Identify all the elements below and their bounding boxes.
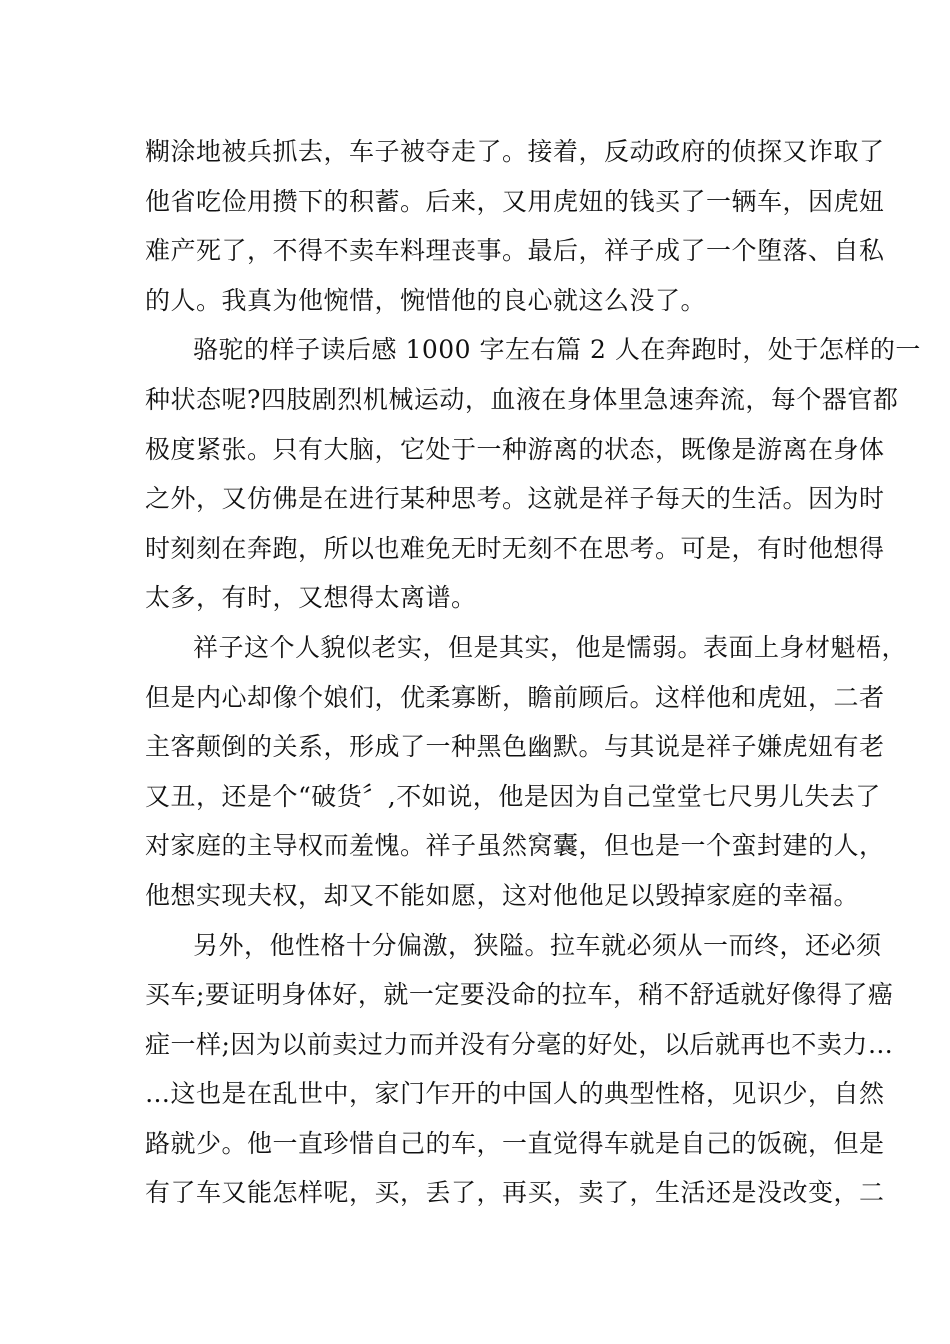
text-line: 另外，他性格十分偏激，狭隘。拉车就必须从一而终，还必须	[193, 930, 882, 960]
text-line: 祥子这个人貌似老实，但是其实，他是懦弱。表面上身材魁梧，	[193, 632, 908, 662]
text-line: 路就少。他一直珍惜自己的车，一直觉得车就是自己的饭碗，但是	[145, 1128, 885, 1158]
text-line: 他省吃俭用攒下的积蓄。后来，又用虎妞的钱买了一辆车，因虎妞	[145, 186, 885, 216]
text-line: 骆驼的样子读后感 1000 字左右篇 2 人在奔跑时，处于怎样的一	[193, 335, 921, 365]
text-line: 太多，有时，又想得太离谱。	[145, 583, 477, 613]
text-line: 症一样;因为以前卖过力而并没有分毫的好处，以后就再也不卖力…	[145, 1029, 894, 1059]
text-line: 的人。我真为他惋惜，惋惜他的良心就这么没了。	[145, 285, 707, 315]
text-line: 主客颠倒的关系，形成了一种黑色幽默。与其说是祥子嫌虎妞有老	[145, 732, 885, 762]
text-line: 种状态呢?四肢剧烈机械运动，血液在身体里急速奔流，每个器官都	[145, 384, 899, 414]
text-line: …这也是在乱世中，家门乍开的中国人的典型性格，见识少，自然	[145, 1079, 885, 1109]
text-line: 有了车又能怎样呢，买，丢了，再买，卖了，生活还是没改变，二	[145, 1178, 885, 1208]
text-line: 极度紧张。只有大脑，它处于一种游离的状态，既像是游离在身体	[145, 434, 885, 464]
text-line: 时刻刻在奔跑，所以也难免无时无刻不在思考。可是，有时他想得	[145, 533, 885, 563]
text-line: 他想实现夫权，却又不能如愿，这对他他足以毁掉家庭的幸福。	[145, 880, 860, 910]
text-line: 对家庭的主导权而羞愧。祥子虽然窝囊，但也是一个蛮封建的人，	[145, 831, 885, 861]
paragraph	[145, 623, 908, 921]
text-line: 难产死了，不得不卖车料理丧事。最后，祥子成了一个堕落、自私	[145, 236, 885, 266]
body-text	[145, 127, 921, 1218]
paragraph	[145, 325, 921, 623]
text-line: 但是内心却像个娘们，优柔寡断，瞻前顾后。这样他和虎妞，二者	[145, 682, 885, 712]
text-line: 糊涂地被兵抓去，车子被夺走了。接着，反动政府的侦探又诈取了	[145, 137, 885, 166]
paragraph	[145, 921, 894, 1219]
text-line: 又丑，还是个“破货〞,不如说，他是因为自己堂堂七尺男儿失去了	[145, 781, 881, 811]
paragraph	[145, 127, 885, 325]
text-line: 之外，又仿佛是在进行某种思考。这就是祥子每天的生活。因为时	[145, 484, 885, 514]
text-line: 买车;要证明身体好，就一定要没命的拉车，稍不舒适就好像得了癌	[145, 980, 894, 1010]
